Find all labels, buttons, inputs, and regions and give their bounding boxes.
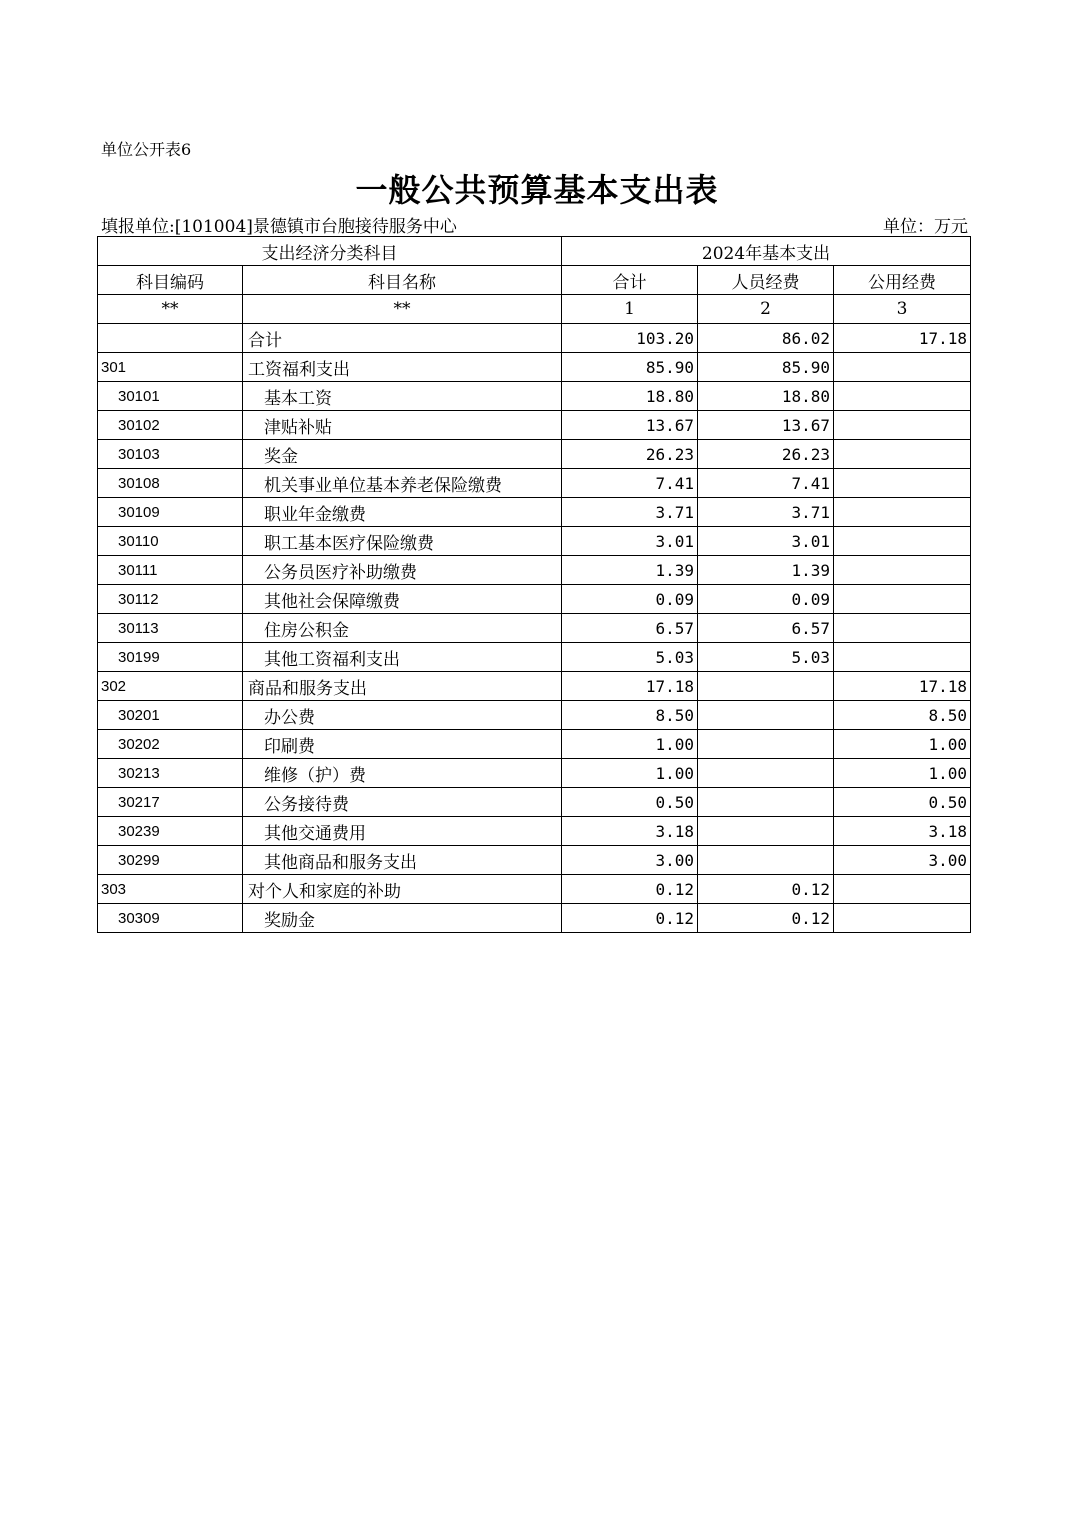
cell-personnel: 5.03: [698, 643, 834, 672]
cell-public: [834, 353, 971, 382]
cell-personnel: [698, 759, 834, 788]
cell-code: 30113: [98, 614, 243, 643]
cell-public: [834, 904, 971, 933]
index-cell: 1: [562, 295, 698, 324]
index-cell: **: [98, 295, 243, 324]
table-row: [98, 556, 971, 585]
cell-personnel: [698, 672, 834, 701]
cell-code: 30102: [98, 411, 243, 440]
cell-name: 维修（护）费: [243, 759, 562, 788]
cell-total: 1.39: [562, 556, 698, 585]
cell-public: [834, 440, 971, 469]
cell-personnel: 13.67: [698, 411, 834, 440]
cell-personnel: 6.57: [698, 614, 834, 643]
cell-personnel: [698, 846, 834, 875]
table-row: [98, 701, 971, 730]
budget-table: [97, 236, 971, 933]
cell-name: 奖金: [243, 440, 562, 469]
cell-public: 8.50: [834, 701, 971, 730]
cell-name: 其他社会保障缴费: [243, 585, 562, 614]
cell-total: 26.23: [562, 440, 698, 469]
cell-total: 103.20: [562, 324, 698, 353]
cell-name: 工资福利支出: [243, 353, 562, 382]
cell-public: 0.50: [834, 788, 971, 817]
cell-name: 基本工资: [243, 382, 562, 411]
column-header-row: [98, 266, 971, 295]
group-header-classification: 支出经济分类科目: [98, 237, 562, 266]
table-row: [98, 353, 971, 382]
table-row: [98, 527, 971, 556]
table-row: [98, 904, 971, 933]
cell-code: 30213: [98, 759, 243, 788]
cell-total: 1.00: [562, 759, 698, 788]
index-cell: **: [243, 295, 562, 324]
cell-personnel: 85.90: [698, 353, 834, 382]
table-row: [98, 730, 971, 759]
cell-name: 机关事业单位基本养老保险缴费: [243, 469, 562, 498]
cell-name: 公务接待费: [243, 788, 562, 817]
currency-unit: 单位：万元: [883, 217, 968, 237]
cell-public: 3.18: [834, 817, 971, 846]
cell-name: 商品和服务支出: [243, 672, 562, 701]
cell-public: [834, 643, 971, 672]
table-row: [98, 788, 971, 817]
cell-code: 301: [98, 353, 243, 382]
cell-public: [834, 498, 971, 527]
column-header-name: 科目名称: [243, 266, 562, 295]
cell-total: 6.57: [562, 614, 698, 643]
cell-total: 3.01: [562, 527, 698, 556]
cell-total: 0.09: [562, 585, 698, 614]
table-row: [98, 759, 971, 788]
cell-total: 8.50: [562, 701, 698, 730]
cell-total: 3.18: [562, 817, 698, 846]
cell-total: 5.03: [562, 643, 698, 672]
table-row: [98, 614, 971, 643]
cell-name: 其他商品和服务支出: [243, 846, 562, 875]
table-row: [98, 440, 971, 469]
cell-code: 30202: [98, 730, 243, 759]
table-row: [98, 643, 971, 672]
cell-total: 0.12: [562, 875, 698, 904]
cell-public: [834, 527, 971, 556]
cell-code: 30103: [98, 440, 243, 469]
table-row: [98, 498, 971, 527]
cell-public: [834, 469, 971, 498]
cell-public: 17.18: [834, 672, 971, 701]
cell-name: 津贴补贴: [243, 411, 562, 440]
cell-name: 住房公积金: [243, 614, 562, 643]
cell-total: 3.71: [562, 498, 698, 527]
table-row: [98, 324, 971, 353]
cell-name: 奖励金: [243, 904, 562, 933]
index-cell: 3: [834, 295, 971, 324]
cell-personnel: 7.41: [698, 469, 834, 498]
cell-code: 30199: [98, 643, 243, 672]
cell-public: [834, 556, 971, 585]
cell-name: 合计: [243, 324, 562, 353]
cell-personnel: 1.39: [698, 556, 834, 585]
cell-public: [834, 585, 971, 614]
index-cell: 2: [698, 295, 834, 324]
cell-total: 1.00: [562, 730, 698, 759]
group-header-basic-expenditure: 2024年基本支出: [562, 237, 971, 266]
column-header-code: 科目编码: [98, 266, 243, 295]
cell-total: 0.50: [562, 788, 698, 817]
table-row: [98, 411, 971, 440]
cell-personnel: 0.12: [698, 904, 834, 933]
cell-public: 3.00: [834, 846, 971, 875]
cell-total: 18.80: [562, 382, 698, 411]
cell-code: 30111: [98, 556, 243, 585]
cell-total: 0.12: [562, 904, 698, 933]
cell-name: 印刷费: [243, 730, 562, 759]
cell-personnel: [698, 730, 834, 759]
cell-personnel: 0.12: [698, 875, 834, 904]
cell-name: 对个人和家庭的补助: [243, 875, 562, 904]
cell-personnel: [698, 701, 834, 730]
cell-public: [834, 382, 971, 411]
cell-total: 85.90: [562, 353, 698, 382]
cell-code: 30299: [98, 846, 243, 875]
cell-total: 7.41: [562, 469, 698, 498]
table-row: [98, 469, 971, 498]
cell-code: 30101: [98, 382, 243, 411]
cell-code: 303: [98, 875, 243, 904]
table-row: [98, 875, 971, 904]
page-title: 一般公共预算基本支出表: [355, 171, 719, 209]
cell-personnel: [698, 788, 834, 817]
cell-personnel: 3.71: [698, 498, 834, 527]
cell-name: 其他交通费用: [243, 817, 562, 846]
filling-unit: 填报单位:[101004]景德镇市台胞接待服务中心: [101, 217, 457, 237]
cell-name: 职工基本医疗保险缴费: [243, 527, 562, 556]
table-row: [98, 817, 971, 846]
cell-name: 职业年金缴费: [243, 498, 562, 527]
table-row: [98, 382, 971, 411]
cell-total: 13.67: [562, 411, 698, 440]
cell-code: 30110: [98, 527, 243, 556]
cell-code: 30217: [98, 788, 243, 817]
column-header-personnel: 人员经费: [698, 266, 834, 295]
cell-public: 17.18: [834, 324, 971, 353]
table-row: [98, 846, 971, 875]
cell-code: 30112: [98, 585, 243, 614]
cell-personnel: 3.01: [698, 527, 834, 556]
cell-public: [834, 614, 971, 643]
cell-total: 3.00: [562, 846, 698, 875]
cell-total: 17.18: [562, 672, 698, 701]
group-header-row: [98, 237, 971, 266]
cell-code: 30201: [98, 701, 243, 730]
cell-name: 其他工资福利支出: [243, 643, 562, 672]
cell-code: [98, 324, 243, 353]
cell-code: 30309: [98, 904, 243, 933]
cell-code: 30109: [98, 498, 243, 527]
cell-personnel: 86.02: [698, 324, 834, 353]
table-row: [98, 585, 971, 614]
cell-code: 30108: [98, 469, 243, 498]
column-header-total: 合计: [562, 266, 698, 295]
cell-code: 302: [98, 672, 243, 701]
cell-public: [834, 411, 971, 440]
cell-name: 公务员医疗补助缴费: [243, 556, 562, 585]
cell-public: 1.00: [834, 759, 971, 788]
index-row: [98, 295, 971, 324]
cell-personnel: 18.80: [698, 382, 834, 411]
column-header-public: 公用经费: [834, 266, 971, 295]
form-code: 单位公开表6: [101, 140, 192, 159]
cell-personnel: [698, 817, 834, 846]
cell-public: [834, 875, 971, 904]
table-row: [98, 672, 971, 701]
cell-name: 办公费: [243, 701, 562, 730]
cell-personnel: 0.09: [698, 585, 834, 614]
cell-code: 30239: [98, 817, 243, 846]
cell-personnel: 26.23: [698, 440, 834, 469]
cell-public: 1.00: [834, 730, 971, 759]
